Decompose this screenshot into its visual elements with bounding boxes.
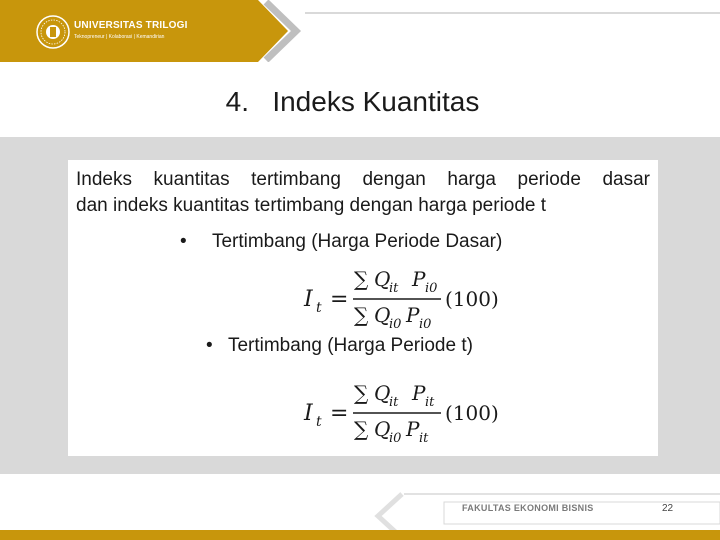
university-name: UNIVERSITAS TRILOGI — [74, 20, 188, 31]
formula-p-den: P — [406, 303, 420, 327]
formula-sum-den: ∑ — [354, 417, 369, 441]
formula-period-t — [298, 376, 518, 448]
formula-q-den-sub: i0 — [389, 431, 402, 446]
content-box — [68, 160, 658, 456]
formula-p-num: P — [412, 381, 426, 405]
formula-lhs: I — [304, 401, 313, 426]
faculty-name: FAKULTAS EKONOMI BISNIS — [462, 503, 594, 513]
slide-title — [0, 86, 720, 118]
bullet-text-1: Tertimbang (Harga Periode Dasar) — [211, 231, 503, 252]
svg-text:=: = — [330, 401, 349, 426]
intro-line-1: Indeks kuantitas tertimbang dengan harga periode dasar — [76, 169, 650, 190]
slide-title-number: 4. — [225, 86, 249, 117]
formula-q-den: Q — [374, 303, 391, 327]
university-tagline: Teknopreneur | Kolaborasi | Kemandirian — [74, 34, 165, 40]
header-decoration — [0, 0, 720, 62]
formula-base-period — [298, 262, 518, 334]
slide-title-text: Indeks Kuantitas — [272, 86, 480, 117]
bullet-item-2 — [206, 335, 473, 357]
university-logo-icon — [36, 15, 70, 49]
intro-line-2: dan indeks kuantitas tertimbang dengan harga periode t — [76, 195, 547, 216]
formula-p-num-sub: it — [425, 395, 435, 410]
bullet-marker: • — [180, 231, 187, 252]
bullet-item-1 — [180, 231, 502, 253]
footer-decoration — [0, 474, 720, 540]
formula-sum-num: ∑ — [354, 267, 369, 291]
page-number: 22 — [662, 503, 674, 514]
formula-lhs-sub: t — [316, 300, 322, 316]
formula-lhs-sub: t — [316, 414, 322, 430]
formula-p-den-sub: it — [419, 431, 429, 446]
formula-p-num-sub: i0 — [425, 281, 438, 296]
formula-p-num: P — [412, 267, 426, 291]
formula-p-den: P — [406, 417, 420, 441]
bullet-text-2: Tertimbang (Harga Periode t) — [227, 335, 473, 356]
formula-q-num: Q — [374, 267, 391, 291]
formula-q-num-sub: it — [389, 395, 399, 410]
formula-q-den-sub: i0 — [389, 317, 402, 332]
formula-sum-den: ∑ — [354, 303, 369, 327]
formula-q-num-sub: it — [389, 281, 399, 296]
formula-factor: (100) — [445, 401, 499, 425]
intro-paragraph — [76, 167, 650, 219]
formula-q-num: Q — [374, 381, 391, 405]
bullet-marker: • — [206, 335, 213, 356]
formula-p-den-sub: i0 — [419, 317, 432, 332]
formula-q-den: Q — [374, 417, 391, 441]
formula-sum-num: ∑ — [354, 381, 369, 405]
formula-factor: (100) — [445, 287, 499, 311]
header-bar — [0, 0, 720, 62]
formula-lhs: I — [304, 287, 313, 312]
svg-text:=: = — [330, 287, 349, 312]
